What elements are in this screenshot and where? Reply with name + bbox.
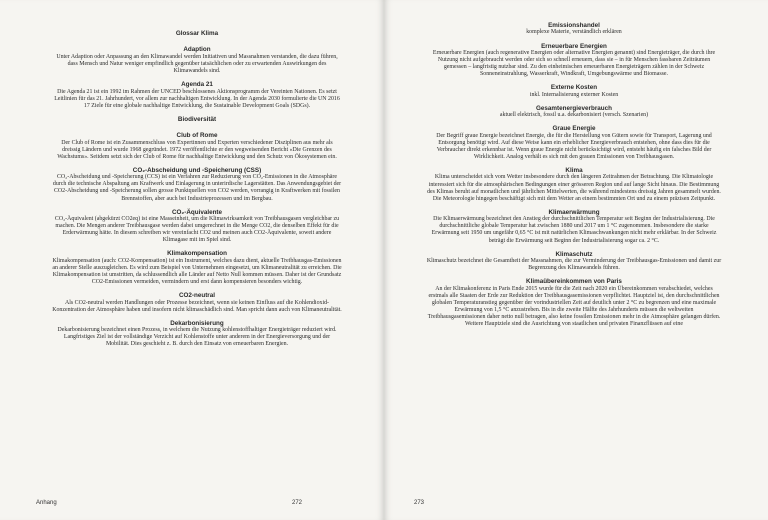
- entry-heading: Club of Rome: [176, 132, 218, 140]
- entry-heading: Gesamtenergieverbrauch: [536, 104, 612, 112]
- glossary-title: Glossar Klima: [175, 30, 219, 37]
- right-page: [384, 0, 768, 520]
- entry-body: Klimakompensation (auch: CO2-Kompensation) ist ein Instrument, welches dazu dient, aktuelle Treibhausgas-Emissionen an anderer Stelle auszugleichen. Es wird zum Beispiel von Unternehmen eingesetzt, um Klimaneutralität zu erreichen. Die Klimakompensation ist umstritten, da schlussendlich alle Länder auf Netto Null kommen müssen. Daher ist der Grundsatz CO2-Emissionen vermeiden, vermindern und erst dann kompensieren besonders wichtig.: [52, 257, 342, 286]
- entry-body: An der Klimakonferenz in Paris Ende 2015 wurde für die Zeit nach 2020 ein Übereinkommen verabschiedet, welches erstmals alle Staaten der Erde zur Reduktion der Treibhausgasemissionen verpflichtet. Hauptziel ist, den durchschnittlichen globalen Temperaturanstieg gegenüber der vorindustriellen Zeit auf deutlich unter 2 °C zu begrenzen und eine maximale Erwärmung von 1,5 °C anzustreben. Bis in die zweite Hälfte des Jahrhunderts müssen die weltweiten Treibhausgasemissionen daher netto null betragen, also keine fossilen Emissionen mehr in die Atmosphäre gelangen dürfen. Weitere Hauptziele sind die Ausrichtung von staatlichen und privaten Finanzflüssen auf eine: [427, 285, 721, 328]
- entry-body: Klima unterscheidet sich vom Wetter insbesondere durch den längeren Zeitrahmen der Betrachtung. Die Klimatologie interessiert sich für die atmosphärischen Bedingungen einer grösseren Region und auf lange Sicht hinaus. Die Bestimmung des Klimas beruht auf monatlichen und jährlichen Mittelwerten, die während mindestens dreissig Jahren gesammelt wurden. Die Meteorologie hingegen beschäftigt sich mit dem Wetter an einem bestimmten Ort und zu einem präzisen Zeitpunkt.: [427, 174, 721, 202]
- entry-heading: Klima: [565, 167, 583, 175]
- entry-heading: Biodiversität: [177, 115, 217, 123]
- page-number-right: 273: [414, 500, 425, 506]
- entry-body: Erneuerbare Energien (auch regenerative Energien oder alternative Energien genannt) sind Energieträger, die durch ihre Nutzung nicht aufgebraucht werden oder sich so schnell erneuern, dass sie – in für Menschen fassbaren Zeiträumen gemessen – langfristig nutzbar sind. Zu den einheimischen erneuerbaren Energieträgern zählen in der Schweiz Sonneneinstrahlung, Wasserkraft, Windkraft, Umgebungswärme und Biomasse.: [432, 49, 716, 78]
- entry-body: inkl. Internalisierung externer Kosten: [529, 91, 619, 98]
- entry-heading: Emissionshandel: [548, 22, 600, 29]
- entry-body: aktuell elektrisch, fossil u.a. dekarbonisiert (versch. Szenarien): [499, 112, 649, 119]
- entry-heading: Agenda 21: [181, 81, 213, 89]
- entry-body: Der Begriff graue Energie bezeichnet Energie, die für die Herstellung von Gütern sowie für Transport, Lagerung und Entsorgung benötigt wird. Auf diese Weise kann ein erheblicher Energieverbrauch entstehen, ohne dass dies für die Verbraucher direkt erkennbar ist. Wenn graue Energie nicht berücksichtigt wird, entsteht häufig ein falsches Bild der Wirklichkeit. Analog verhält es sich mit den grauen Emissionen von Treibhausgasen.: [436, 132, 712, 160]
- entry-body: Die Klimaerwärmung bezeichnet den Anstieg der durchschnittlichen Temperatur seit Beginn der Industrialisierung. Die durchschnittliche globale Temperatur hat zwischen 1880 und 2017 um 1 °C zugenommen. Insbesondere die starke Erwärmung seit 1950 um ungefähr 0,65 °C ist mit natürlichen Klimaschwankungen nicht mehr erklärbar. In der Schweiz beträgt die Erwärmung seit Beginn der Industrialisierung sogar ca. 2 °C.: [431, 216, 717, 244]
- entry-heading: Erneuerbare Energien: [541, 42, 607, 50]
- running-footer-label: Anhang: [36, 500, 57, 506]
- entry-heading: Adaption: [183, 46, 211, 54]
- entry-body: Klimaschutz bezeichnet die Gesamtheit der Massnahmen, die zur Verminderung der Treibhausgas-Emissionen und damit zur Begrenzung des Klimawandels führen.: [426, 258, 722, 272]
- entry-heading: CO₂-Äquivalente: [171, 208, 223, 216]
- entry-body: Die Agenda 21 ist ein 1992 im Rahmen der UNCED beschlossenes Aktionsprogramm der Vereinten Nationen. Es setzt Leitlinien für das 21. Jahrhundert, vor allem zur nachhaltigen Entwicklung. In der Agenda 2030 formulierte die UN 2016 17 Ziele für eine globale nachhaltige Entwicklung, die Sustainable Development Goals (SDGs).: [54, 88, 340, 109]
- entry-heading: Klimaschutz: [555, 250, 593, 258]
- entry-heading: Klimakompensation: [167, 250, 227, 258]
- entry-heading: Klimaerwärmung: [548, 208, 600, 216]
- entry-body: CO₂-Abscheidung und -Speicherung (CCS) ist ein Verfahren zur Reduzierung von CO₂-Emissionen in die Atmosphäre durch die technische Abspaltung am Kraftwerk und Einlagerung in unterirdische Lagerstätten. Das Anwendungsgebiet der CO2-Abscheidung und -Speicherung sollen grosse Punktquellen von CO2 werden, vorrangig in Kraftwerken mit fossilen Brennstoffen, aber auch bei Industrieprozessen und im Bergbau.: [52, 174, 342, 202]
- entry-body: CO₂-Äquivalent (abgekürzt CO2eq) ist eine Masseinheit, um die Klimawirksamkeit von Treibhausgasen vergleichbar zu machen. Die Mengen anderer Treibhausgase werden dabei umgerechnet in die Menge CO2, die denselben Effekt für die Erderwärmung hätte. In diesem schreiben wir vereinfacht CO2 und meinen auch CO2-Äquivalente, soweit andere Klimagase mit im Spiel sind.: [54, 216, 340, 244]
- entry-body: Als CO2-neutral werden Handlungen oder Prozesse bezeichnet, wenn sie keinen Einfluss auf die Kohlendioxid-Konzentration der Atmosphäre haben und insofern nicht klimaschädlich sind. Man spricht dann auch von Klimaneutralität.: [52, 299, 342, 313]
- entry-heading: Externe Kosten: [550, 84, 598, 92]
- entry-heading: Klimaübereinkommen von Paris: [526, 278, 622, 286]
- entry-heading: Dekarbonisierung: [170, 319, 224, 327]
- entry-body: komplexe Materie, verständlich erklären: [526, 29, 622, 36]
- left-page-content: [52, 30, 342, 355]
- entry-body: Der Club of Rome ist ein Zusammenschluss von Expertinnen und Experten verschiedener Disziplinen aus mehr als dreissig Ländern und wurde 1968 gegründet. 1972 veröffentlichte er den wegweisenden Bericht «Die Grenzen des Wachstums». Seitdem setzt sich der Club of Rome für nachhaltige Entwicklung und den Schutz von Ökosystemen ein.: [57, 139, 337, 160]
- entry-heading: CO₂-Abscheidung und -Speicherung (CSS): [132, 166, 262, 174]
- page-number-left: 272: [292, 500, 303, 506]
- entry-heading: CO2-neutral: [178, 292, 216, 300]
- entry-heading: Graue Energie: [552, 125, 596, 133]
- entry-body: Dekarbonisierung bezeichnet einen Prozess, in welchem die Nutzung kohlenstoffhaltiger Energieträger reduziert wird. Langfristiges Ziel ist der vollständige Verzicht auf Kohlenstoffe unter anderem in der Energieversorgung und der Mobilität. Dies geschieht z. B. durch den Einsatz von erneuerbaren Energien.: [57, 327, 337, 348]
- right-page-content: [426, 22, 722, 334]
- entry-body: Unter Adaption oder Anpassung an den Klimawandel werden Initiativen und Massnahmen verstanden, die dazu führen, dass Mensch und Natur weniger empfindlich gegenüber tatsächlichen oder zu erwartenden Auswirkungen des Klimawandels sind.: [56, 53, 338, 74]
